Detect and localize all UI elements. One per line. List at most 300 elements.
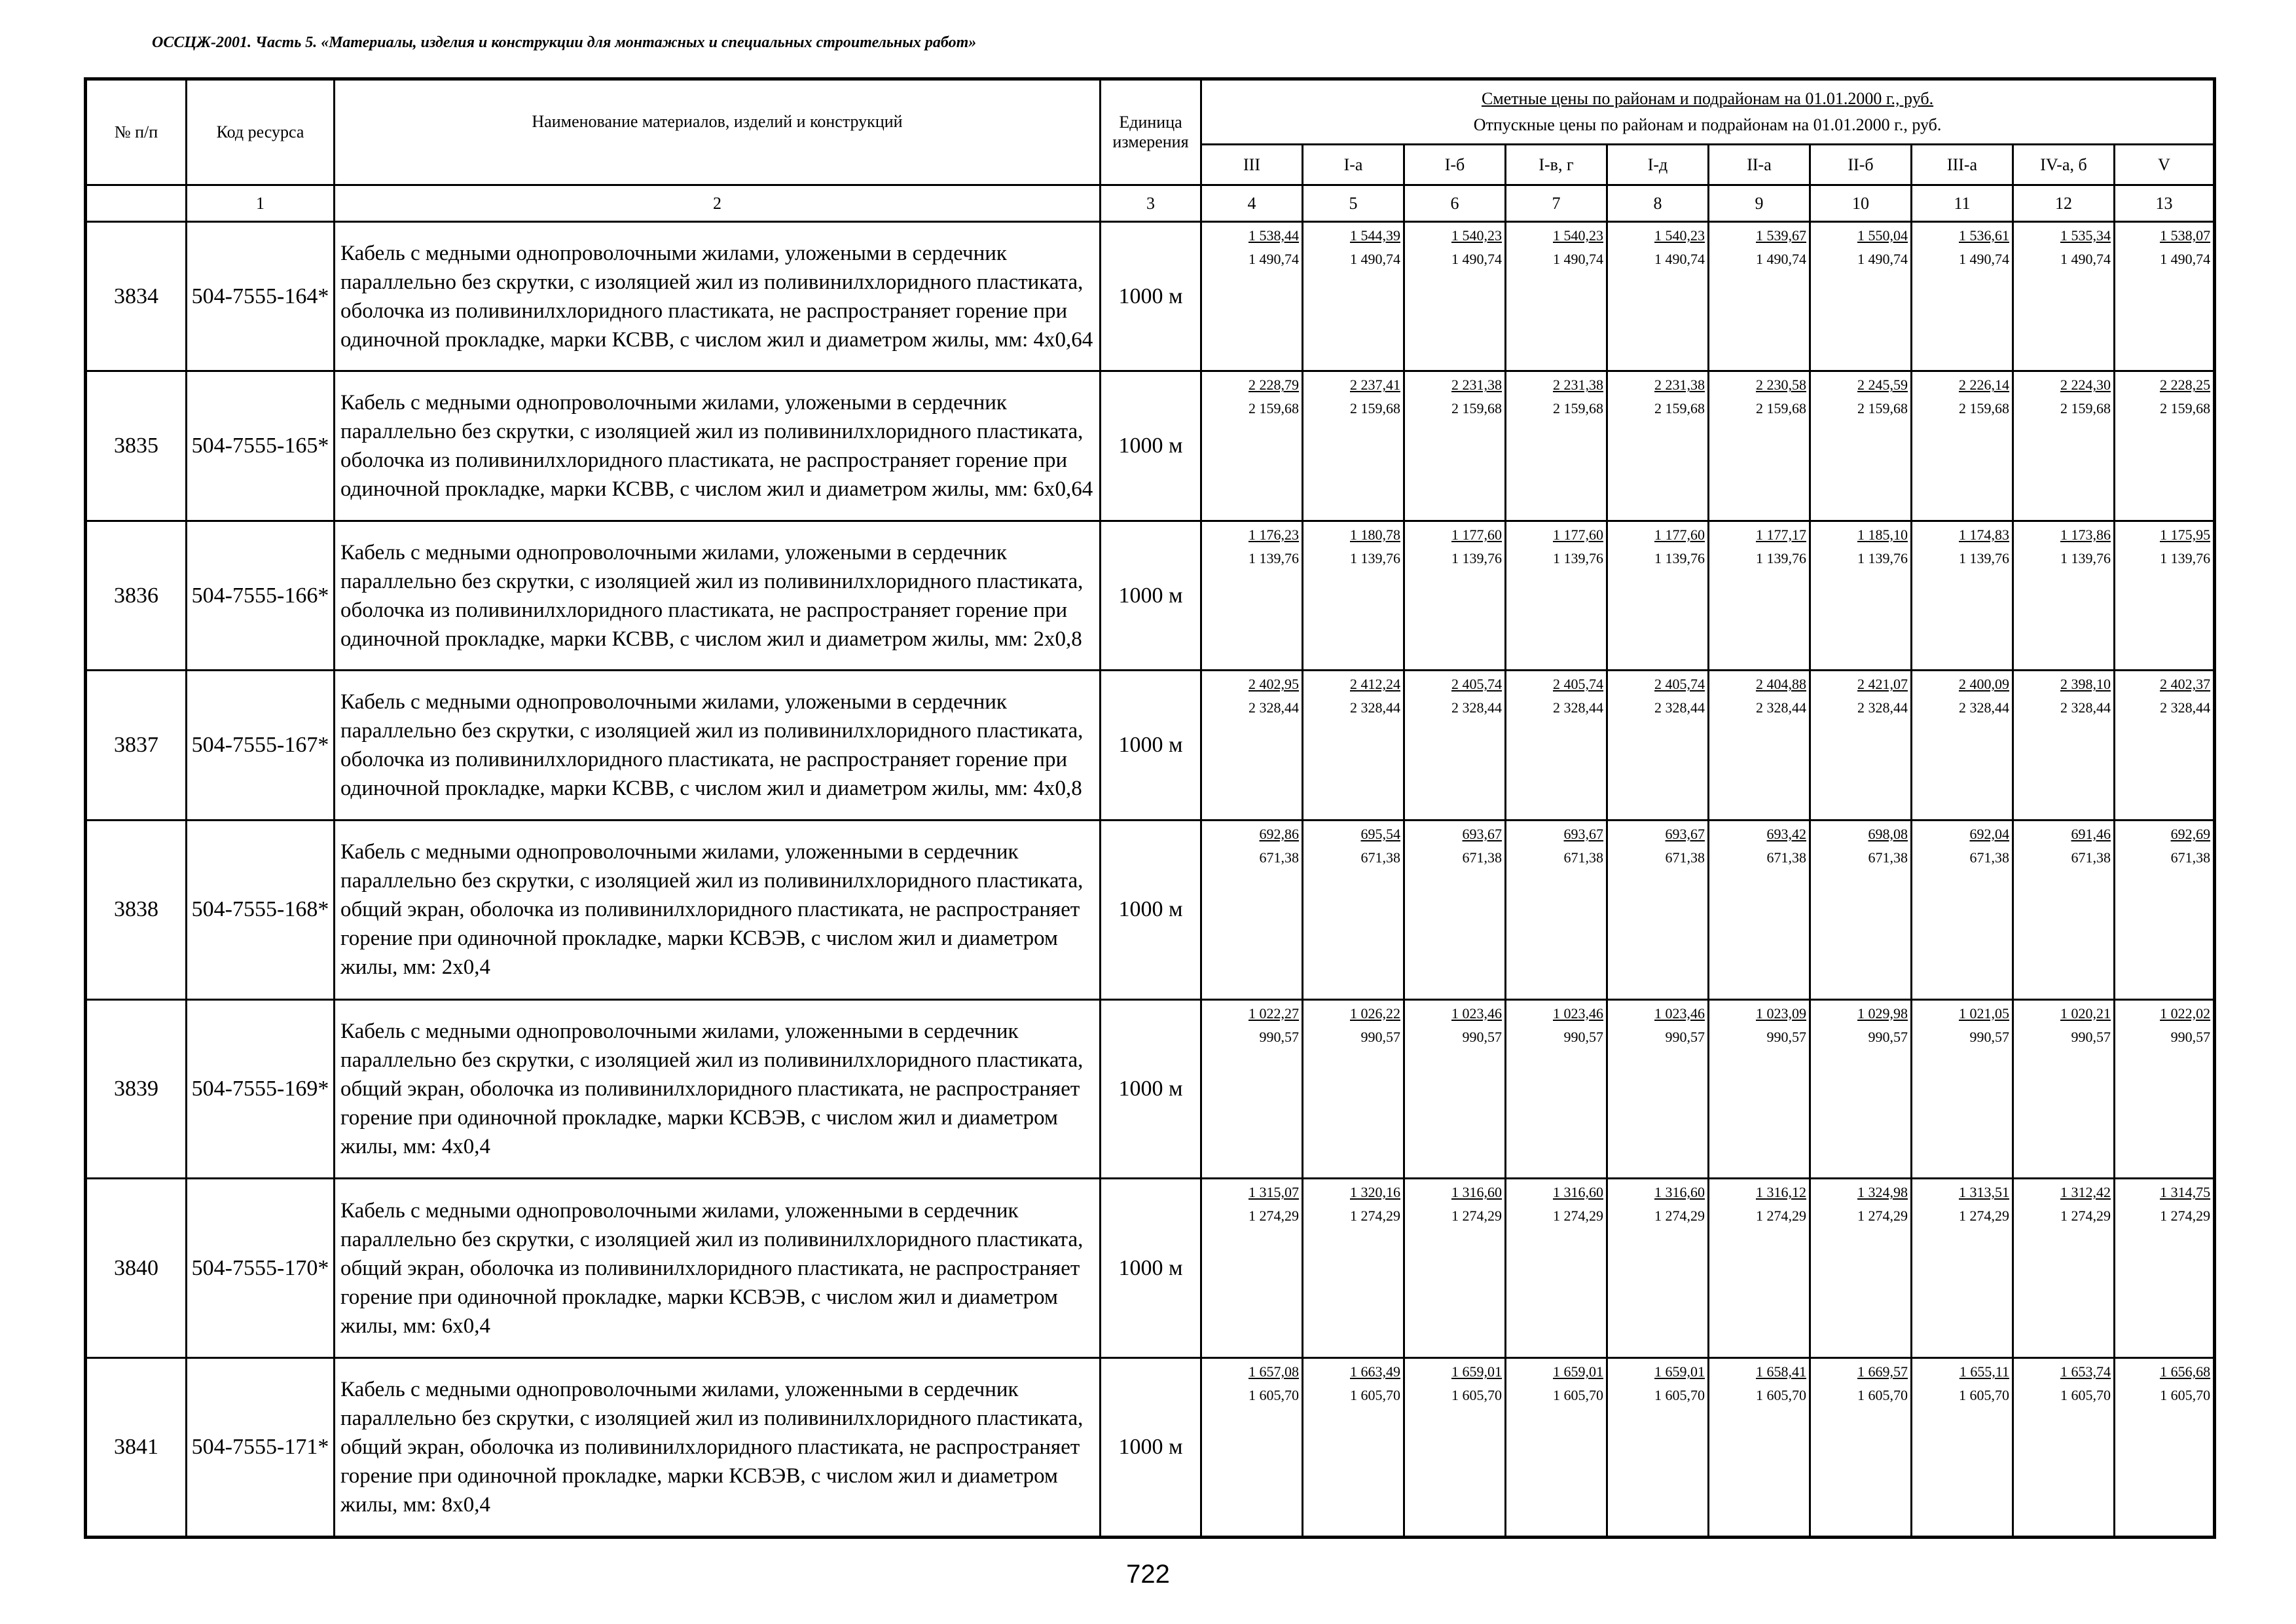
column-number: 4 xyxy=(1201,185,1303,222)
release-price: 1 605,70 xyxy=(2160,1387,2211,1404)
release-price: 1 274,29 xyxy=(1350,1208,1400,1225)
price-cell xyxy=(1303,1358,1404,1538)
column-number: 7 xyxy=(1506,185,1607,222)
release-price: 2 159,68 xyxy=(2060,400,2111,417)
release-price: 2 328,44 xyxy=(2060,699,2111,716)
price-cell xyxy=(1404,1358,1506,1538)
release-price: 990,57 xyxy=(2170,1028,2211,1045)
price-cell xyxy=(1303,222,1404,371)
running-head: ОССЦЖ-2001. Часть 5. «Материалы, изделия и конструкции для монтажных и специальных строительных работ» xyxy=(152,34,977,51)
estimate-price: 1 315,07 xyxy=(1248,1184,1299,1201)
price-cell xyxy=(1404,999,1506,1179)
estimate-price: 2 402,37 xyxy=(2160,676,2211,693)
price-cell xyxy=(1912,671,2013,820)
unit-of-measure: 1000 м xyxy=(1101,999,1201,1179)
price-cell xyxy=(2013,999,2115,1179)
estimate-price: 2 231,38 xyxy=(1451,377,1502,394)
estimate-price: 1 022,02 xyxy=(2160,1005,2211,1022)
estimate-price: 693,67 xyxy=(1563,825,1603,842)
price-cell xyxy=(1404,371,1506,521)
table-row xyxy=(86,222,2215,371)
release-price: 2 159,68 xyxy=(1654,400,1705,417)
row-number: 3836 xyxy=(86,521,187,670)
price-cell xyxy=(1201,1179,1303,1358)
material-name: Кабель с медными однопроволочными жилами, уложеными в сердечник параллельно без скрутки, с изоляцией жил из поливинилхлоридного пластиката, оболочка из поливинилхлоридного пластиката, не распространяет горение при одиночной прокладке, марки КСВВ, с числом жил и диаметром жилы, мм: 2х0,8 xyxy=(335,521,1101,670)
price-cell xyxy=(1506,521,1607,670)
release-price: 990,57 xyxy=(1868,1028,1908,1045)
resource-code: 504-7555-168* xyxy=(187,820,335,999)
price-cell xyxy=(1709,1179,1810,1358)
release-price: 2 328,44 xyxy=(1248,699,1299,716)
release-price: 671,38 xyxy=(1259,849,1299,866)
region-header: IV-а, б xyxy=(2013,145,2115,185)
release-price: 2 328,44 xyxy=(1553,699,1603,716)
price-cell xyxy=(1810,1179,1912,1358)
price-cell xyxy=(1201,820,1303,999)
header-col-unit: Единица измерения xyxy=(1101,79,1201,185)
estimate-price: 1 540,23 xyxy=(1654,227,1705,244)
column-number: 3 xyxy=(1101,185,1201,222)
table-row xyxy=(86,521,2215,670)
release-price: 1 139,76 xyxy=(2160,549,2211,566)
unit-of-measure: 1000 м xyxy=(1101,1179,1201,1358)
price-caption-release: Отпускные цены по районам и подрайонам на 01.01.2000 г., руб. xyxy=(1473,115,1942,134)
price-cell xyxy=(2013,671,2115,820)
price-cell xyxy=(1201,999,1303,1179)
column-number: 10 xyxy=(1810,185,1912,222)
row-number: 3841 xyxy=(86,1358,187,1538)
price-cell xyxy=(1303,671,1404,820)
release-price: 1 274,29 xyxy=(1756,1208,1806,1225)
release-price: 1 274,29 xyxy=(2060,1208,2111,1225)
release-price: 1 490,74 xyxy=(1451,251,1502,267)
table-row xyxy=(86,999,2215,1179)
estimate-price: 1 656,68 xyxy=(2160,1363,2211,1380)
estimate-price: 1 663,49 xyxy=(1350,1363,1400,1380)
material-name: Кабель с медными однопроволочными жилами, уложеными в сердечник параллельно без скрутки, с изоляцией жил из поливинилхлоридного пластиката, оболочка из поливинилхлоридного пластиката, не распространяет горение при одиночной прокладке, марки КСВВ, с числом жил и диаметром жилы, мм: 4х0,8 xyxy=(335,671,1101,820)
estimate-price: 693,67 xyxy=(1665,825,1705,842)
table-row xyxy=(86,1179,2215,1358)
column-number: 2 xyxy=(335,185,1101,222)
release-price: 2 159,68 xyxy=(1553,400,1603,417)
price-cell xyxy=(1912,521,2013,670)
price-cell xyxy=(1404,671,1506,820)
estimate-price: 1 316,60 xyxy=(1553,1184,1603,1201)
price-cell xyxy=(1709,999,1810,1179)
price-cell xyxy=(1709,222,1810,371)
header-col-name: Наименование материалов, изделий и конструкций xyxy=(335,79,1101,185)
release-price: 1 605,70 xyxy=(1654,1387,1705,1404)
row-number: 3834 xyxy=(86,222,187,371)
estimate-price: 1 655,11 xyxy=(1959,1363,2009,1380)
release-price: 1 274,29 xyxy=(1959,1208,2009,1225)
estimate-price: 1 177,60 xyxy=(1451,526,1502,543)
release-price: 1 139,76 xyxy=(1756,549,1806,566)
unit-of-measure: 1000 м xyxy=(1101,222,1201,371)
release-price: 2 328,44 xyxy=(1654,699,1705,716)
release-price: 671,38 xyxy=(1766,849,1806,866)
price-cell xyxy=(1810,999,1912,1179)
release-price: 1 274,29 xyxy=(1857,1208,1908,1225)
estimate-price: 2 412,24 xyxy=(1350,676,1400,693)
estimate-price: 1 173,86 xyxy=(2060,526,2111,543)
release-price: 671,38 xyxy=(1969,849,2009,866)
estimate-price: 1 177,17 xyxy=(1756,526,1806,543)
release-price: 1 274,29 xyxy=(1248,1208,1299,1225)
release-price: 1 490,74 xyxy=(1756,251,1806,267)
estimate-price: 2 405,74 xyxy=(1654,676,1705,693)
price-cell xyxy=(1506,222,1607,371)
column-number: 1 xyxy=(187,185,335,222)
estimate-price: 1 020,21 xyxy=(2060,1005,2111,1022)
estimate-price: 2 421,07 xyxy=(1857,676,1908,693)
price-cell xyxy=(1607,222,1709,371)
price-cell xyxy=(1506,371,1607,521)
release-price: 2 159,68 xyxy=(1756,400,1806,417)
release-price: 990,57 xyxy=(1665,1028,1705,1045)
estimate-price: 1 544,39 xyxy=(1350,227,1400,244)
release-price: 1 490,74 xyxy=(1248,251,1299,267)
release-price: 1 490,74 xyxy=(1350,251,1400,267)
estimate-price: 1 320,16 xyxy=(1350,1184,1400,1201)
row-number: 3835 xyxy=(86,371,187,521)
release-price: 2 159,68 xyxy=(2160,400,2211,417)
estimate-price: 1 023,09 xyxy=(1756,1005,1806,1022)
region-header: I-б xyxy=(1404,145,1506,185)
row-number: 3837 xyxy=(86,671,187,820)
region-header: V xyxy=(2115,145,2215,185)
estimate-price: 2 398,10 xyxy=(2060,676,2111,693)
unit-of-measure: 1000 м xyxy=(1101,671,1201,820)
estimate-price: 1 659,01 xyxy=(1654,1363,1705,1380)
release-price: 1 605,70 xyxy=(1350,1387,1400,1404)
price-cell xyxy=(2115,671,2215,820)
estimate-price: 1 176,23 xyxy=(1248,526,1299,543)
header-col-num: № п/п xyxy=(86,79,187,185)
material-name: Кабель с медными однопроволочными жилами, уложенными в сердечник параллельно без скрутки, с изоляцией жил из поливинилхлоридного пластиката, общий экран, оболочка из поливинилхлоридного пластиката, не распространяет горение при одиночной прокладке, марки КСВЭВ, с числом жил и диаметром жилы, мм: 8х0,4 xyxy=(335,1358,1101,1538)
price-cell xyxy=(2013,820,2115,999)
estimate-price: 695,54 xyxy=(1360,825,1400,842)
estimate-price: 1 314,75 xyxy=(2160,1184,2211,1201)
price-cell xyxy=(1201,222,1303,371)
price-cell xyxy=(1607,521,1709,670)
estimate-price: 2 231,38 xyxy=(1654,377,1705,394)
column-number: 8 xyxy=(1607,185,1709,222)
header-col-code: Код ресурса xyxy=(187,79,335,185)
estimate-price: 1 324,98 xyxy=(1857,1184,1908,1201)
release-price: 671,38 xyxy=(1360,849,1400,866)
price-cell xyxy=(2013,1358,2115,1538)
price-cell xyxy=(2115,999,2215,1179)
estimate-price: 1 180,78 xyxy=(1350,526,1400,543)
release-price: 1 139,76 xyxy=(1857,549,1908,566)
release-price: 1 274,29 xyxy=(1553,1208,1603,1225)
release-price: 1 605,70 xyxy=(1451,1387,1502,1404)
region-header: II-а xyxy=(1709,145,1810,185)
estimate-price: 1 538,07 xyxy=(2160,227,2211,244)
release-price: 671,38 xyxy=(1665,849,1705,866)
estimate-price: 2 231,38 xyxy=(1553,377,1603,394)
release-price: 2 159,68 xyxy=(1451,400,1502,417)
price-cell xyxy=(1201,1358,1303,1538)
estimate-price: 1 550,04 xyxy=(1857,227,1908,244)
release-price: 2 328,44 xyxy=(2160,699,2211,716)
price-cell xyxy=(1506,1179,1607,1358)
region-header: I-в, г xyxy=(1506,145,1607,185)
price-cell xyxy=(1404,820,1506,999)
estimate-price: 1 021,05 xyxy=(1959,1005,2009,1022)
price-cell xyxy=(2115,222,2215,371)
price-cell xyxy=(1709,671,1810,820)
price-cell xyxy=(1709,820,1810,999)
price-cell xyxy=(1404,222,1506,371)
estimate-price: 2 404,88 xyxy=(1756,676,1806,693)
estimate-price: 1 540,23 xyxy=(1451,227,1502,244)
estimate-price: 1 659,01 xyxy=(1553,1363,1603,1380)
price-caption xyxy=(1201,79,2215,145)
region-header: III xyxy=(1201,145,1303,185)
estimate-price: 1 539,67 xyxy=(1756,227,1806,244)
price-cell xyxy=(1607,671,1709,820)
release-price: 1 274,29 xyxy=(1451,1208,1502,1225)
unit-of-measure: 1000 м xyxy=(1101,820,1201,999)
release-price: 990,57 xyxy=(1360,1028,1400,1045)
price-cell xyxy=(1303,1179,1404,1358)
release-price: 1 490,74 xyxy=(1553,251,1603,267)
region-header: III-а xyxy=(1912,145,2013,185)
price-cell xyxy=(1810,820,1912,999)
release-price: 2 159,68 xyxy=(1248,400,1299,417)
price-cell xyxy=(1912,820,2013,999)
estimate-price: 1 022,27 xyxy=(1248,1005,1299,1022)
price-cell xyxy=(1912,371,2013,521)
estimate-price: 1 653,74 xyxy=(2060,1363,2111,1380)
release-price: 1 605,70 xyxy=(1959,1387,2009,1404)
estimate-price: 692,69 xyxy=(2170,825,2211,842)
price-cell xyxy=(1912,222,2013,371)
estimate-price: 2 224,30 xyxy=(2060,377,2111,394)
column-number xyxy=(86,185,187,222)
estimate-price: 2 245,59 xyxy=(1857,377,1908,394)
release-price: 1 139,76 xyxy=(2060,549,2111,566)
release-price: 990,57 xyxy=(1969,1028,2009,1045)
resource-code: 504-7555-171* xyxy=(187,1358,335,1538)
price-cell xyxy=(2115,820,2215,999)
estimate-price: 693,67 xyxy=(1462,825,1502,842)
estimate-price: 1 659,01 xyxy=(1451,1363,1502,1380)
resource-code: 504-7555-170* xyxy=(187,1179,335,1358)
price-cell xyxy=(1303,521,1404,670)
column-number: 11 xyxy=(1912,185,2013,222)
price-cell xyxy=(1912,1358,2013,1538)
estimate-price: 2 228,79 xyxy=(1248,377,1299,394)
estimate-price: 1 312,42 xyxy=(2060,1184,2111,1201)
price-table xyxy=(84,77,2216,1539)
price-cell xyxy=(1201,521,1303,670)
table-row xyxy=(86,1358,2215,1538)
price-cell xyxy=(2115,371,2215,521)
price-cell xyxy=(1303,371,1404,521)
row-number: 3838 xyxy=(86,820,187,999)
release-price: 1 490,74 xyxy=(2160,251,2211,267)
estimate-price: 2 402,95 xyxy=(1248,676,1299,693)
estimate-price: 2 400,09 xyxy=(1959,676,2009,693)
region-header: I-а xyxy=(1303,145,1404,185)
table-row xyxy=(86,671,2215,820)
release-price: 671,38 xyxy=(1563,849,1603,866)
price-cell xyxy=(1607,371,1709,521)
release-price: 1 274,29 xyxy=(2160,1208,2211,1225)
price-cell xyxy=(1404,1179,1506,1358)
release-price: 1 490,74 xyxy=(2060,251,2111,267)
price-cell xyxy=(1303,820,1404,999)
release-price: 1 139,76 xyxy=(1248,549,1299,566)
release-price: 671,38 xyxy=(1462,849,1502,866)
estimate-price: 1 177,60 xyxy=(1553,526,1603,543)
price-cell xyxy=(1607,1179,1709,1358)
price-cell xyxy=(1810,671,1912,820)
price-cell xyxy=(1607,1358,1709,1538)
estimate-price: 693,42 xyxy=(1766,825,1806,842)
resource-code: 504-7555-166* xyxy=(187,521,335,670)
unit-of-measure: 1000 м xyxy=(1101,371,1201,521)
estimate-price: 1 023,46 xyxy=(1553,1005,1603,1022)
estimate-price: 1 023,46 xyxy=(1451,1005,1502,1022)
material-name: Кабель с медными однопроволочными жилами, уложеными в сердечник параллельно без скрутки, с изоляцией жил из поливинилхлоридного пластиката, оболочка из поливинилхлоридного пластиката, не распространяет горение при одиночной прокладке, марки КСВВ, с числом жил и диаметром жилы, мм: 6х0,64 xyxy=(335,371,1101,521)
price-caption-estimate: Сметные цены по районам и подрайонам на 01.01.2000 г., руб. xyxy=(1481,89,1934,108)
release-price: 990,57 xyxy=(1462,1028,1502,1045)
price-cell xyxy=(1810,371,1912,521)
estimate-price: 1 316,60 xyxy=(1451,1184,1502,1201)
release-price: 990,57 xyxy=(1259,1028,1299,1045)
release-price: 2 159,68 xyxy=(1350,400,1400,417)
price-cell xyxy=(2013,1179,2115,1358)
unit-of-measure: 1000 м xyxy=(1101,1358,1201,1538)
price-cell xyxy=(1506,999,1607,1179)
page-number: 722 xyxy=(1126,1560,1170,1589)
price-cell xyxy=(1810,1358,1912,1538)
estimate-price: 2 230,58 xyxy=(1756,377,1806,394)
release-price: 2 328,44 xyxy=(1451,699,1502,716)
price-cell xyxy=(1506,820,1607,999)
release-price: 1 139,76 xyxy=(1350,549,1400,566)
table-row xyxy=(86,371,2215,521)
price-cell xyxy=(2013,222,2115,371)
estimate-price: 1 023,46 xyxy=(1654,1005,1705,1022)
estimate-price: 1 174,83 xyxy=(1959,526,2009,543)
release-price: 2 159,68 xyxy=(1959,400,2009,417)
price-cell xyxy=(1303,999,1404,1179)
estimate-price: 1 538,44 xyxy=(1248,227,1299,244)
release-price: 2 328,44 xyxy=(1756,699,1806,716)
material-name: Кабель с медными однопроволочными жилами, уложеными в сердечник параллельно без скрутки, с изоляцией жил из поливинилхлоридного пластиката, оболочка из поливинилхлоридного пластиката, не распространяет горение при одиночной прокладке, марки КСВВ, с числом жил и диаметром жилы, мм: 4х0,64 xyxy=(335,222,1101,371)
region-header: I-д xyxy=(1607,145,1709,185)
price-cell xyxy=(2115,521,2215,670)
resource-code: 504-7555-165* xyxy=(187,371,335,521)
release-price: 1 139,76 xyxy=(1654,549,1705,566)
release-price: 1 139,76 xyxy=(1553,549,1603,566)
price-cell xyxy=(1810,521,1912,670)
release-price: 990,57 xyxy=(1766,1028,1806,1045)
row-number: 3840 xyxy=(86,1179,187,1358)
price-cell xyxy=(1709,1358,1810,1538)
estimate-price: 2 237,41 xyxy=(1350,377,1400,394)
column-number: 6 xyxy=(1404,185,1506,222)
release-price: 1 605,70 xyxy=(1756,1387,1806,1404)
price-cell xyxy=(1709,521,1810,670)
estimate-price: 691,46 xyxy=(2071,825,2111,842)
release-price: 2 328,44 xyxy=(1857,699,1908,716)
price-cell xyxy=(1506,1358,1607,1538)
unit-of-measure: 1000 м xyxy=(1101,521,1201,670)
price-cell xyxy=(1912,1179,2013,1358)
release-price: 1 139,76 xyxy=(1959,549,2009,566)
release-price: 990,57 xyxy=(1563,1028,1603,1045)
price-cell xyxy=(1810,222,1912,371)
estimate-price: 698,08 xyxy=(1868,825,1908,842)
estimate-price: 1 316,60 xyxy=(1654,1184,1705,1201)
price-cell xyxy=(1607,820,1709,999)
price-cell xyxy=(1607,999,1709,1179)
estimate-price: 1 536,61 xyxy=(1959,227,2009,244)
estimate-price: 1 313,51 xyxy=(1959,1184,2009,1201)
release-price: 1 605,70 xyxy=(1248,1387,1299,1404)
estimate-price: 1 540,23 xyxy=(1553,227,1603,244)
estimate-price: 2 226,14 xyxy=(1959,377,2009,394)
row-number: 3839 xyxy=(86,999,187,1179)
release-price: 1 274,29 xyxy=(1654,1208,1705,1225)
estimate-price: 2 405,74 xyxy=(1553,676,1603,693)
release-price: 671,38 xyxy=(2170,849,2211,866)
estimate-price: 2 405,74 xyxy=(1451,676,1502,693)
release-price: 1 139,76 xyxy=(1451,549,1502,566)
price-cell xyxy=(1709,371,1810,521)
estimate-price: 1 669,57 xyxy=(1857,1363,1908,1380)
estimate-price: 1 658,41 xyxy=(1756,1363,1806,1380)
price-cell xyxy=(1912,999,2013,1179)
estimate-price: 1 029,98 xyxy=(1857,1005,1908,1022)
material-name: Кабель с медными однопроволочными жилами, уложенными в сердечник параллельно без скрутки, с изоляцией жил из поливинилхлоридного пластиката, общий экран, оболочка из поливинилхлоридного пластиката, не распространяет горение при одиночной прокладке, марки КСВЭВ, с числом жил и диаметром жилы, мм: 4х0,4 xyxy=(335,999,1101,1179)
estimate-price: 1 316,12 xyxy=(1756,1184,1806,1201)
column-number: 13 xyxy=(2115,185,2215,222)
estimate-price: 692,86 xyxy=(1259,825,1299,842)
resource-code: 504-7555-167* xyxy=(187,671,335,820)
price-cell xyxy=(2013,521,2115,670)
release-price: 2 328,44 xyxy=(1350,699,1400,716)
price-cell xyxy=(1404,521,1506,670)
price-cell xyxy=(2115,1179,2215,1358)
column-number: 9 xyxy=(1709,185,1810,222)
region-header: II-б xyxy=(1810,145,1912,185)
estimate-price: 692,04 xyxy=(1969,825,2009,842)
estimate-price: 1 175,95 xyxy=(2160,526,2211,543)
release-price: 1 605,70 xyxy=(1553,1387,1603,1404)
release-price: 1 605,70 xyxy=(1857,1387,1908,1404)
release-price: 1 605,70 xyxy=(2060,1387,2111,1404)
release-price: 671,38 xyxy=(2071,849,2111,866)
price-cell xyxy=(1506,671,1607,820)
material-name: Кабель с медными однопроволочными жилами, уложенными в сердечник параллельно без скрутки, с изоляцией жил из поливинилхлоридного пластиката, общий экран, оболочка из поливинилхлоридного пластиката, не распространяет горение при одиночной прокладке, марки КСВЭВ, с числом жил и диаметром жилы, мм: 2х0,4 xyxy=(335,820,1101,999)
price-cell xyxy=(1201,671,1303,820)
price-cell xyxy=(2115,1358,2215,1538)
release-price: 1 490,74 xyxy=(1654,251,1705,267)
estimate-price: 1 535,34 xyxy=(2060,227,2111,244)
estimate-price: 1 026,22 xyxy=(1350,1005,1400,1022)
release-price: 671,38 xyxy=(1868,849,1908,866)
estimate-price: 1 185,10 xyxy=(1857,526,1908,543)
release-price: 1 490,74 xyxy=(1959,251,2009,267)
column-number: 12 xyxy=(2013,185,2115,222)
